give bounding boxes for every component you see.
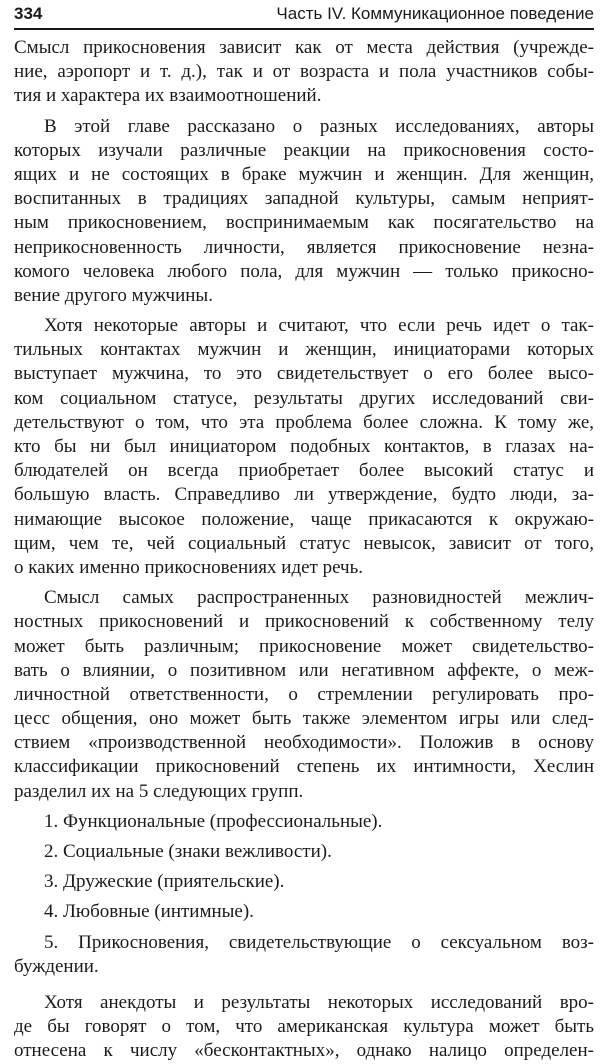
running-head: Часть IV. Коммуникационное поведение [276,4,594,23]
text-line: классификации прикосновений степень их интимности, Хеслин [14,756,594,778]
text-line: о каких именно прикосновениях идет речь. [14,556,364,578]
text-line: ностных прикосновений и прикосновений к собственному телу [14,611,594,633]
text-line: блюдателей он всегда приобретает более высокий статус и [14,460,594,482]
text-line: щим, чем те, чей социальный статус невысок, зависит от того, [14,532,594,554]
text-line: комого человека любого пола, для мужчин — только прикосно- [14,260,594,282]
text-line: цесс общения, оно может быть также элементом игры или след- [14,708,594,730]
text-line: ным прикосновением, воспринимаемым как посягательство на [14,212,594,234]
text-line: ком социальном статусе, результаты других исследований сви- [14,387,594,409]
list-item: 3. Дружеские (приятельские). [44,871,285,893]
page-number: 334 [14,4,43,23]
paragraph-4 [14,586,594,804]
text-line: тильных контактах мужчин и женщин, инициаторами которых [14,339,594,361]
page-body [14,30,594,1064]
text-line: ствием «производственной необходимости». Положив в основу [14,732,594,754]
text-line: В этой главе рассказано о разных исследованиях, авторы [44,115,594,137]
paragraph-3 [14,314,594,580]
text-line: выступает мужчина, то это свидетельствует о его более высо- [14,363,594,385]
text-line: ние, аэропорт и т. д.), так и от возраста и пола участников собы- [14,61,594,83]
text-line: отнесена к числу «бесконтактных», однако налицо определен- [14,1040,594,1062]
text-line: де бы говорят о том, что американская культура может быть [14,1016,594,1038]
classification-list [14,810,594,979]
page-header [14,0,594,30]
text-line: Хотя некоторые авторы и считают, что если речь идет о так- [44,315,594,337]
text-line: которых изучали различные реакции на прикосновения состо- [14,139,594,161]
text-line: детельствуют о том, что эта проблема более сложна. К тому же, [14,411,594,433]
text-line: вать о влиянии, о позитивном или негативном аффекте, о меж- [14,659,594,681]
text-line: Смысл самых распространенных разновидностей межлич- [44,587,594,609]
text-line: ящих и не состоящих в браке мужчин и женщин. Для женщин, [14,163,594,185]
text-line: неприкосновенность личности, является прикосновение незна- [14,236,594,258]
text-line: большую власть. Справедливо ли утверждение, будто люди, за- [14,484,594,506]
text-line: Смысл прикосновения зависит как от места действия (учрежде- [14,37,594,58]
text-line: тия и характера их взаимоотношений. [14,85,322,107]
paragraph-2 [14,115,594,309]
text-line: воспитанных в традициях западной культуры, самым неприят- [14,188,594,210]
list-item: 5. Прикосновения, свидетельствующие о сексуальном воз- [44,931,594,953]
text-line: вение другого мужчины. [14,284,213,306]
list-item: 4. Любовные (интимные). [44,901,254,923]
list-item: 1. Функциональные (профессиональные). [44,810,383,832]
text-line: личностной ответственности, о стремлении регулировать про- [14,683,594,705]
text-line: разделил их на 5 следующих групп. [14,780,304,802]
text-line: Хотя анекдоты и результаты некоторых исследований вро- [44,991,594,1013]
text-line: может быть различным; прикосновение может свидетельство- [14,635,594,657]
list-item: 2. Социальные (знаки вежливости). [44,841,332,862]
text-line: нимающие высокое положение, чаще прикасаются к окружаю- [14,508,594,530]
text-line: кто бы ни был инициатором подобных контактов, в глазах на- [14,436,594,457]
paragraph-1 [14,36,594,109]
list-item-continuation: буждении. [14,955,99,977]
